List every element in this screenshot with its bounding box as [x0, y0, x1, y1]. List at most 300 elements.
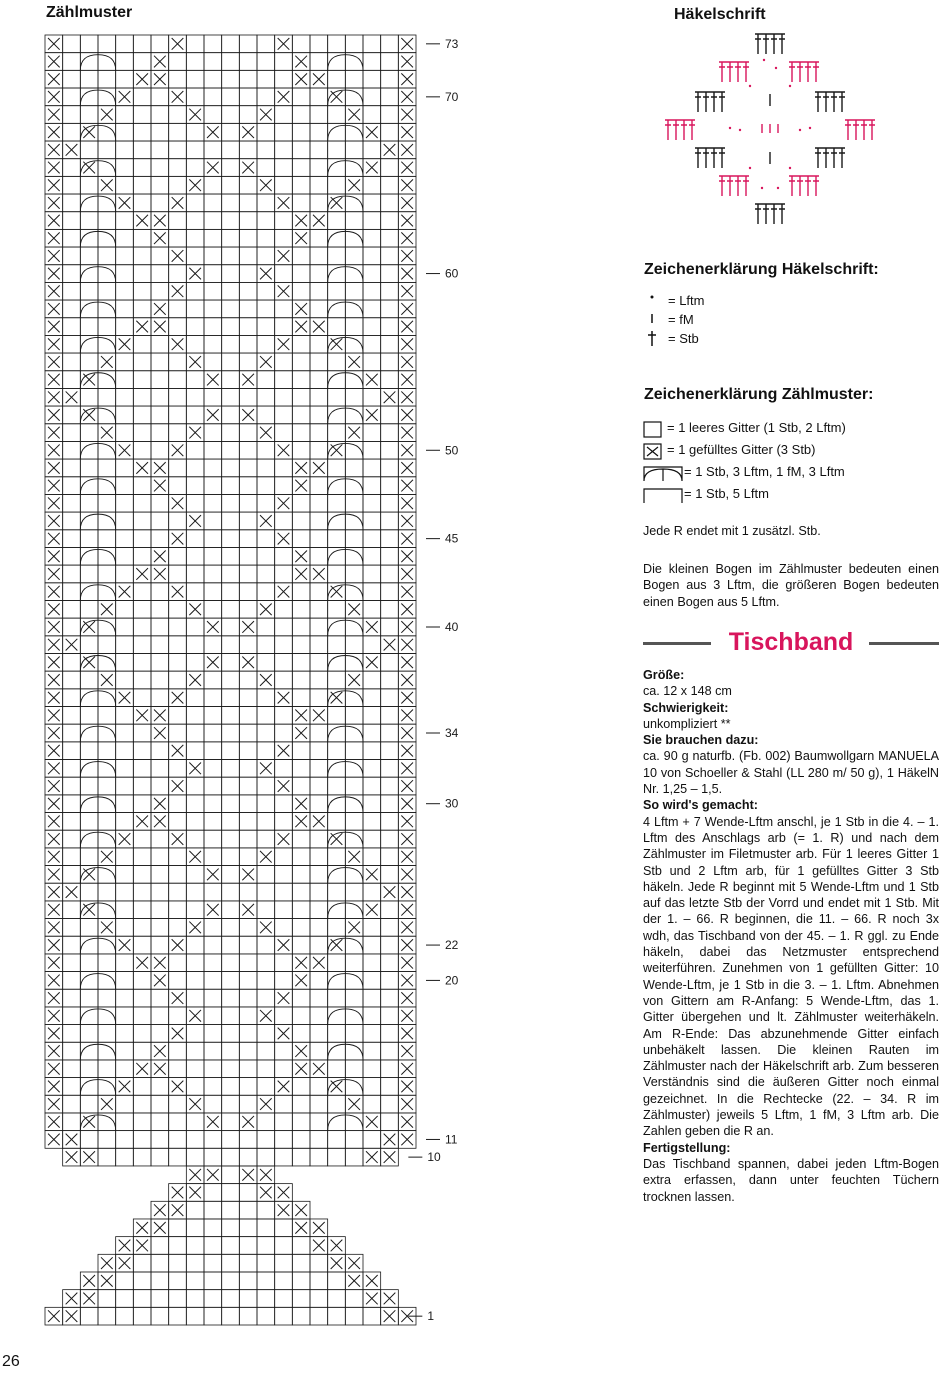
- chart-cell: [345, 689, 363, 707]
- chart-cell: [275, 1219, 293, 1237]
- chart-cell: [80, 35, 98, 53]
- chart-cell: [345, 1113, 363, 1131]
- chart-cell: [116, 1042, 134, 1060]
- chart-cell: [204, 742, 222, 760]
- filled-cell-mark: [48, 56, 60, 68]
- chart-cell: [310, 229, 328, 247]
- chart-cell: [328, 919, 346, 937]
- chart-cell: [116, 512, 134, 530]
- filled-cell-mark: [313, 568, 325, 580]
- filled-cell-mark: [401, 656, 413, 668]
- chart-cell: [381, 936, 399, 954]
- filled-cell-mark: [189, 1010, 201, 1022]
- filled-cell-mark: [401, 391, 413, 403]
- row-label: 50: [445, 443, 459, 458]
- chart-cell: [381, 35, 399, 53]
- chart-cell: [345, 1060, 363, 1078]
- filled-cell-mark: [119, 833, 131, 845]
- chart-cell: [80, 547, 98, 565]
- chart-cell: [133, 671, 151, 689]
- chart-cell: [345, 70, 363, 88]
- filled-cell-mark: [207, 869, 219, 881]
- chart-cell: [186, 689, 204, 707]
- filled-cell-mark: [101, 179, 113, 191]
- chart-cell: [63, 1078, 81, 1096]
- chart-cell: [98, 707, 116, 725]
- chart-cell: [381, 88, 399, 106]
- chart-cell: [222, 1237, 240, 1255]
- filled-cell-mark: [401, 197, 413, 209]
- chart-cell: [310, 371, 328, 389]
- chart-cell: [328, 53, 346, 71]
- chart-cell: [204, 848, 222, 866]
- chart-cell: [381, 424, 399, 442]
- filled-cell-mark: [154, 303, 166, 315]
- chart-cell: [257, 53, 275, 71]
- filled-cell-mark: [242, 126, 254, 138]
- chart-cell: [222, 35, 240, 53]
- chart-cell: [116, 530, 134, 548]
- chart-cell: [257, 494, 275, 512]
- chart-cell: [80, 318, 98, 336]
- filled-cell-mark: [189, 763, 201, 775]
- chart-cell: [116, 35, 134, 53]
- chart-cell: [151, 1131, 169, 1149]
- double-crochet-icon: [805, 62, 811, 82]
- chart-cell: [239, 848, 257, 866]
- chart-cell: [186, 70, 204, 88]
- chart-cell: [239, 229, 257, 247]
- chart-cell: [186, 1148, 204, 1166]
- chart-cell: [63, 353, 81, 371]
- chart-cell: [257, 194, 275, 212]
- filled-cell-mark: [278, 939, 290, 951]
- chart-cell: [80, 459, 98, 477]
- filled-cell-mark: [48, 869, 60, 881]
- chart-cell: [63, 1007, 81, 1025]
- filled-cell-mark: [313, 1222, 325, 1234]
- chart-cell: [80, 424, 98, 442]
- filled-cell-mark: [66, 1310, 78, 1322]
- filled-cell-mark: [331, 939, 343, 951]
- chart-cell: [239, 1095, 257, 1113]
- chart-cell: [328, 653, 346, 671]
- chart-cell: [116, 459, 134, 477]
- chart-cell: [381, 707, 399, 725]
- filled-cell-mark: [154, 710, 166, 722]
- filled-cell-mark: [401, 763, 413, 775]
- chart-cell: [363, 247, 381, 265]
- chart-cell: [275, 866, 293, 884]
- chart-cell: [186, 1307, 204, 1325]
- chart-cell: [310, 159, 328, 177]
- chart-cell: [292, 1025, 310, 1043]
- chart-cell: [310, 866, 328, 884]
- chart-cell: [292, 88, 310, 106]
- filled-cell-mark: [48, 268, 60, 280]
- chart-cell: [328, 954, 346, 972]
- chart-cell: [186, 583, 204, 601]
- double-crochet-icon: [779, 34, 785, 54]
- filled-cell-mark: [401, 603, 413, 615]
- filled-cell-mark: [48, 232, 60, 244]
- chart-cell: [98, 35, 116, 53]
- chart-cell: [345, 936, 363, 954]
- chart-cell: [257, 70, 275, 88]
- chart-cell: [257, 530, 275, 548]
- chart-cell: [204, 176, 222, 194]
- filled-cell-mark: [278, 745, 290, 757]
- filled-cell-mark: [384, 1134, 396, 1146]
- chart-cell: [63, 919, 81, 937]
- chart-cell: [98, 194, 116, 212]
- chart-cell: [239, 583, 257, 601]
- chart-cell: [310, 141, 328, 159]
- chart-cell: [98, 388, 116, 406]
- chart-cell: [204, 265, 222, 283]
- chart-cell: [345, 777, 363, 795]
- chart-cell: [292, 1237, 310, 1255]
- chart-cell: [345, 123, 363, 141]
- chart-cell: [98, 141, 116, 159]
- filled-cell-mark: [401, 144, 413, 156]
- double-crochet-icon: [665, 120, 671, 140]
- chart-cell: [292, 1272, 310, 1290]
- chart-cell: [328, 760, 346, 778]
- chart-cell: [381, 335, 399, 353]
- chart-cell: [345, 229, 363, 247]
- filled-cell-mark: [401, 126, 413, 138]
- chart-cell: [222, 300, 240, 318]
- filled-cell-mark: [366, 1275, 378, 1287]
- chart-cell: [186, 813, 204, 831]
- filled-cell-mark: [278, 780, 290, 792]
- chart-cell: [222, 689, 240, 707]
- filled-cell-mark: [295, 798, 307, 810]
- chart-cell: [116, 671, 134, 689]
- chart-cell: [63, 954, 81, 972]
- filled-cell-mark: [154, 550, 166, 562]
- chart-cell: [80, 335, 98, 353]
- chart-cell: [328, 813, 346, 831]
- chart-cell: [345, 212, 363, 230]
- chart-cell: [328, 212, 346, 230]
- chart-cell: [116, 176, 134, 194]
- chart-cell: [363, 335, 381, 353]
- chart-cell: [345, 1078, 363, 1096]
- chart-cell: [292, 406, 310, 424]
- chart-cell: [169, 106, 187, 124]
- filled-cell-mark: [295, 975, 307, 987]
- chart-cell: [328, 600, 346, 618]
- chart-cell: [328, 318, 346, 336]
- chart-cell: [310, 53, 328, 71]
- chart-cell: [63, 371, 81, 389]
- filled-cell-mark: [154, 568, 166, 580]
- chart-cell: [222, 1007, 240, 1025]
- chart-cell: [239, 70, 257, 88]
- chart-cell: [381, 353, 399, 371]
- filled-cell-mark: [348, 674, 360, 686]
- chart-cell: [381, 1113, 399, 1131]
- double-crochet-icon: [719, 148, 725, 168]
- chart-cell: [169, 1254, 187, 1272]
- filled-cell-mark: [83, 1293, 95, 1305]
- chart-cell: [239, 547, 257, 565]
- chart-cell: [133, 1148, 151, 1166]
- chart-cell: [363, 141, 381, 159]
- filled-cell-mark: [136, 215, 148, 227]
- chart-cell: [151, 600, 169, 618]
- chart-cell: [151, 848, 169, 866]
- filled-cell-mark: [207, 126, 219, 138]
- chart-cell: [239, 742, 257, 760]
- chart-cell: [381, 795, 399, 813]
- chart-cell: [63, 176, 81, 194]
- chart-cell: [310, 919, 328, 937]
- filled-cell-mark: [260, 109, 272, 121]
- chart-cell: [204, 1219, 222, 1237]
- chart-cell: [275, 547, 293, 565]
- filled-cell-mark: [401, 162, 413, 174]
- chart-cell: [222, 229, 240, 247]
- chart-cell: [133, 1007, 151, 1025]
- chart-cell: [257, 1060, 275, 1078]
- filled-cell-mark: [101, 1275, 113, 1287]
- chart-cell: [116, 1025, 134, 1043]
- filled-cell-mark: [48, 1010, 60, 1022]
- filled-cell-mark: [48, 515, 60, 527]
- chart-cell: [310, 724, 328, 742]
- filled-cell-mark: [401, 285, 413, 297]
- chart-cell: [310, 530, 328, 548]
- chart-cell: [257, 777, 275, 795]
- chart-cell: [204, 689, 222, 707]
- chart-cell: [116, 707, 134, 725]
- chart-cell: [328, 1131, 346, 1149]
- filled-cell-mark: [401, 992, 413, 1004]
- chart-cell: [204, 989, 222, 1007]
- section-text: unkompliziert **: [643, 716, 731, 731]
- chart-cell: [292, 1254, 310, 1272]
- filled-cell-mark: [401, 975, 413, 987]
- chart-cell: [222, 547, 240, 565]
- filled-cell-mark: [154, 321, 166, 333]
- chart-title: Zählmuster: [46, 4, 133, 21]
- chart-cell: [345, 371, 363, 389]
- double-crochet-icon: [689, 120, 695, 140]
- chart-cell: [292, 441, 310, 459]
- chart-cell: [186, 318, 204, 336]
- filled-cell-mark: [295, 232, 307, 244]
- legend-text: = Lftm: [668, 293, 705, 308]
- filled-cell-mark: [48, 462, 60, 474]
- filled-cell-mark: [48, 851, 60, 863]
- chart-cell: [204, 335, 222, 353]
- chart-cell: [98, 1060, 116, 1078]
- chart-cell: [98, 760, 116, 778]
- chart-cell: [133, 795, 151, 813]
- double-crochet-icon: [869, 120, 875, 140]
- chart-cell: [345, 901, 363, 919]
- chart-cell: [63, 406, 81, 424]
- chart-cell: [257, 1201, 275, 1219]
- filled-cell-mark: [313, 215, 325, 227]
- chart-cell: [328, 707, 346, 725]
- stitch-group: [815, 148, 845, 168]
- chart-cell: [98, 300, 116, 318]
- crochet-symbol-diagram: [655, 28, 905, 233]
- filled-cell-mark: [48, 1028, 60, 1040]
- filled-cell-mark: [401, 409, 413, 421]
- filled-cell-mark: [260, 674, 272, 686]
- chart-cell: [98, 618, 116, 636]
- chart-cell: [257, 830, 275, 848]
- chart-cell: [222, 1095, 240, 1113]
- double-crochet-icon: [755, 204, 761, 224]
- chart-cell: [133, 1290, 151, 1308]
- row-label: 11: [445, 1132, 458, 1147]
- chart-cell: [292, 901, 310, 919]
- chart-cell: [98, 318, 116, 336]
- chart-cell: [204, 1131, 222, 1149]
- chart-cell: [133, 547, 151, 565]
- chart-cell: [63, 707, 81, 725]
- chart-cell: [292, 830, 310, 848]
- filled-cell-mark: [66, 1151, 78, 1163]
- chart-cell: [310, 583, 328, 601]
- filled-cell-mark: [401, 232, 413, 244]
- chart-cell: [239, 565, 257, 583]
- chart-cell: [98, 494, 116, 512]
- chart-cell: [310, 176, 328, 194]
- chart-cell: [116, 265, 134, 283]
- filled-cell-mark: [154, 975, 166, 987]
- filled-cell-mark: [189, 674, 201, 686]
- chart-cell: [204, 1095, 222, 1113]
- chart-cell: [381, 653, 399, 671]
- chart-cell: [257, 282, 275, 300]
- chart-cell: [381, 247, 399, 265]
- filled-cell-mark: [242, 621, 254, 633]
- filled-cell-mark: [331, 91, 343, 103]
- chart-cell: [345, 512, 363, 530]
- chart-cell: [151, 653, 169, 671]
- chart-cell: [328, 388, 346, 406]
- chart-cell: [63, 494, 81, 512]
- chart-cell: [222, 477, 240, 495]
- chart-cell: [292, 760, 310, 778]
- chart-cell: [116, 919, 134, 937]
- filled-cell-mark: [48, 1045, 60, 1057]
- chart-cell: [345, 88, 363, 106]
- chart-cell: [80, 70, 98, 88]
- chart-cell: [363, 1078, 381, 1096]
- chart-cell: [222, 1272, 240, 1290]
- chart-cell: [363, 795, 381, 813]
- row-label: 1: [427, 1309, 435, 1324]
- chart-cell: [239, 689, 257, 707]
- page-number: 26: [2, 1353, 20, 1370]
- chart-cell: [292, 494, 310, 512]
- chart-cell: [257, 547, 275, 565]
- chart-cell: [98, 335, 116, 353]
- chart-cell: [186, 371, 204, 389]
- chart-cell: [63, 212, 81, 230]
- filled-cell-mark: [48, 303, 60, 315]
- chart-cell: [98, 1148, 116, 1166]
- chart-cell: [63, 335, 81, 353]
- chart-cell: [133, 1272, 151, 1290]
- filled-cell-mark: [242, 374, 254, 386]
- chart-cell: [133, 618, 151, 636]
- chart-cell: [204, 477, 222, 495]
- filled-cell-mark: [295, 727, 307, 739]
- chart-cell: [169, 477, 187, 495]
- chart-cell: [186, 159, 204, 177]
- filled-cell-mark: [48, 586, 60, 598]
- chart-cell: [363, 353, 381, 371]
- chart-cell: [292, 247, 310, 265]
- chart-cell: [133, 600, 151, 618]
- chart-cell: [257, 936, 275, 954]
- filled-cell-mark: [384, 639, 396, 651]
- chart-cell: [222, 159, 240, 177]
- chart-cell: [151, 671, 169, 689]
- chart-cell: [381, 989, 399, 1007]
- filled-cell-mark: [366, 621, 378, 633]
- chart-cell: [292, 176, 310, 194]
- chart-cell: [80, 477, 98, 495]
- chart-cell: [80, 53, 98, 71]
- chart-cell: [222, 830, 240, 848]
- chart-cell: [363, 494, 381, 512]
- chart-cell: [328, 795, 346, 813]
- filled-cell-mark: [119, 444, 131, 456]
- chart-cell: [345, 618, 363, 636]
- filled-cell-mark: [154, 73, 166, 85]
- chart-cell: [204, 247, 222, 265]
- chart-cell: [239, 194, 257, 212]
- filled-cell-mark: [83, 374, 95, 386]
- filled-cell-mark: [119, 1081, 131, 1093]
- filled-cell-mark: [384, 1293, 396, 1305]
- chart-cell: [257, 883, 275, 901]
- chart-cell: [186, 282, 204, 300]
- chart-cell: [239, 318, 257, 336]
- chart-cell: [169, 1095, 187, 1113]
- chart-cell: [133, 583, 151, 601]
- filled-cell-mark: [66, 1293, 78, 1305]
- chart-cell: [328, 70, 346, 88]
- double-crochet-icon: [839, 148, 845, 168]
- filled-cell-mark: [172, 497, 184, 509]
- chart-cell: [328, 141, 346, 159]
- chart-cell: [133, 1113, 151, 1131]
- chart-cell: [222, 813, 240, 831]
- chart-cell: [133, 371, 151, 389]
- filled-cell-mark: [366, 162, 378, 174]
- chart-cell: [204, 459, 222, 477]
- chart-cell: [381, 318, 399, 336]
- filled-cell-mark: [313, 1063, 325, 1075]
- filled-cell-mark: [401, 816, 413, 828]
- filled-cell-mark: [331, 833, 343, 845]
- filled-cell-mark: [401, 1116, 413, 1128]
- chart-cell: [328, 972, 346, 990]
- chart-cell: [80, 742, 98, 760]
- filled-cell-mark: [83, 1151, 95, 1163]
